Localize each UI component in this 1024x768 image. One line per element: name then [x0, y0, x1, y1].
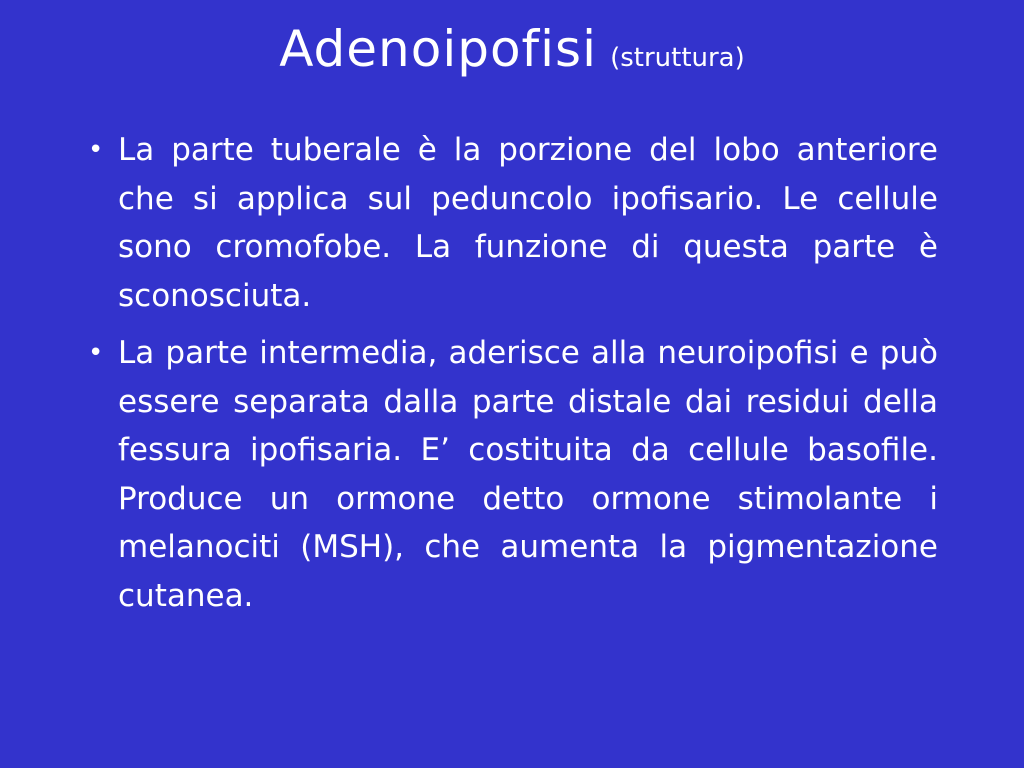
bullet-marker: •	[88, 338, 104, 368]
bullet-item	[88, 126, 938, 320]
bullet-text: La parte tuberale è la porzione del lobo anteriore che si applica sul peduncolo ipofisario. Le cellule sono cromofobe. La funzione di questa parte è sconosciuta.	[118, 132, 938, 314]
bullet-item	[88, 329, 938, 620]
bullet-marker: •	[88, 135, 104, 165]
slide-title	[0, 20, 1024, 78]
title-subtitle: (struttura)	[610, 43, 745, 73]
title-main: Adenoipofisi	[279, 20, 597, 78]
bullet-list	[88, 126, 938, 629]
bullet-text: La parte intermedia, aderisce alla neuroipofisi e può essere separata dalla parte distale dai residui della fessura ipofisaria. E’ costituita da cellule basofile. Produce un ormone detto ormone stimolante i melanociti (MSH), che aumenta la pigmentazione cutanea.	[118, 335, 938, 614]
